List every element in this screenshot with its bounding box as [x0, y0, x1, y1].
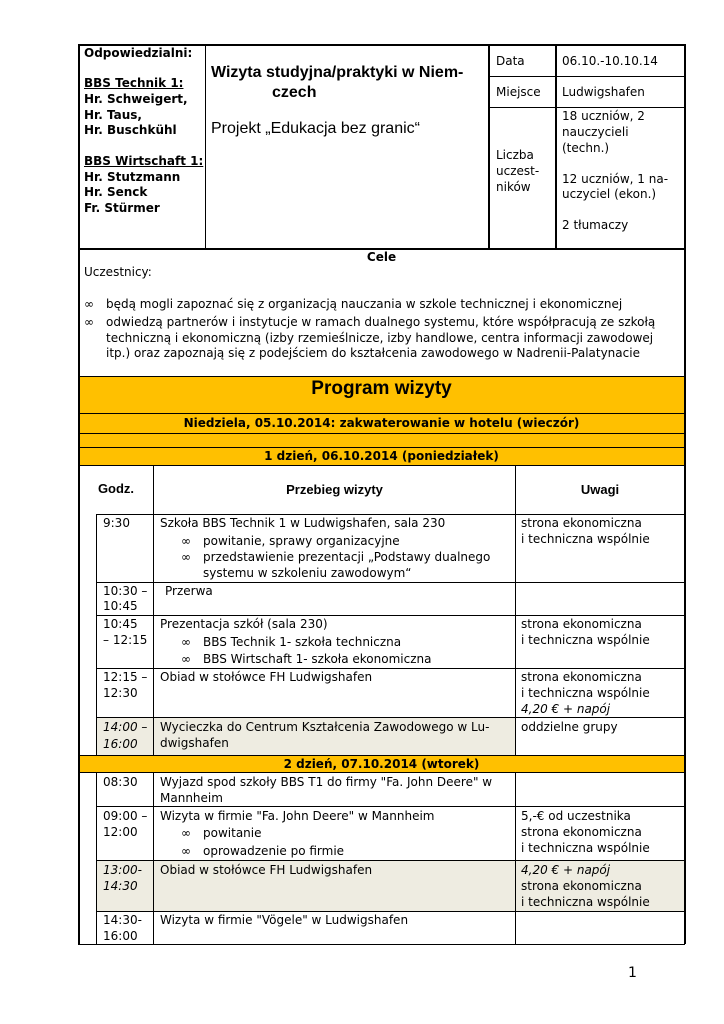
group2-title: BBS Wirtschaft 1:: [84, 154, 204, 168]
program-title: Program wizyty: [311, 378, 452, 399]
group2-member: Hr. Stutzmann: [84, 170, 181, 184]
row-note: i techniczna wspólnie: [521, 841, 650, 855]
participants-value: 2 tłumaczy: [562, 218, 629, 232]
participants-label: Liczba: [496, 148, 534, 162]
infinity-bullet-icon: ∞: [181, 635, 191, 649]
row-bullet: oprowadzenie po firmie: [203, 844, 345, 858]
row-note: i techniczna wspólnie: [521, 633, 650, 647]
row-time: 12:00: [103, 825, 138, 839]
row-note-price: 4,20 € + napój: [521, 702, 611, 716]
goal-item-cont: itp.) oraz zapoznają się z podejściem do kształcenia zawodowego w Nadrenii-Palatynacie: [106, 346, 640, 360]
doc-title: Wizyta studyjna/praktyki w Niem-: [211, 64, 464, 81]
row-note: oddzielne grupy: [521, 720, 618, 734]
col-time-header: Godz.: [97, 481, 135, 496]
row-time: 09:00 –: [103, 809, 148, 823]
date-label: Data: [496, 54, 525, 68]
infinity-bullet-icon: ∞: [84, 297, 94, 311]
row-note-price: 4,20 € + napój: [521, 863, 611, 877]
group1-member: Hr. Buschkühl: [84, 123, 177, 137]
participants-value: nauczycieli: [562, 125, 629, 139]
row-note: strona ekonomiczna: [521, 670, 642, 684]
row-course: Wizyta w firmie "Vögele" w Ludwigshafen: [160, 913, 409, 927]
goals-title: Cele: [366, 250, 397, 264]
responsible-title: Odpowiedzialni:: [84, 46, 193, 60]
row-note: strona ekonomiczna: [521, 516, 642, 530]
row-bullet: przedstawienie prezentacji „Podstawy dualnego: [203, 550, 491, 564]
infinity-bullet-icon: ∞: [181, 826, 191, 840]
row-course: Wycieczka do Centrum Kształcenia Zawodowego w Lu-: [160, 720, 490, 734]
row-time: 10:45: [103, 599, 138, 613]
infinity-bullet-icon: ∞: [181, 534, 191, 548]
doc-title-cont: czech: [272, 84, 317, 101]
row-note: strona ekonomiczna: [521, 825, 642, 839]
empty-band: [79, 433, 684, 447]
participants-value: (techn.): [562, 141, 610, 155]
day2-heading: 2 dzień, 07.10.2014 (wtorek): [283, 757, 480, 771]
row-time: 10:30 –: [103, 584, 148, 598]
infinity-bullet-icon: ∞: [181, 652, 191, 666]
participants-value: 12 uczniów, 1 na-: [562, 172, 669, 186]
row-course: Prezentacja szkół (sala 230): [160, 617, 328, 631]
row-time: 08:30: [103, 775, 138, 789]
group1-member: Hr. Taus,: [84, 108, 142, 122]
group1-title: BBS Technik 1:: [84, 76, 184, 90]
row-time: 10:45: [103, 617, 138, 631]
row-course: Przerwa: [165, 584, 213, 598]
infinity-bullet-icon: ∞: [84, 315, 94, 329]
row-course: Wyjazd spod szkoły BBS T1 do firmy "Fa. John Deere" w: [160, 775, 493, 789]
row-time: 16:00: [103, 929, 138, 943]
row-time: 14:30-: [103, 913, 142, 927]
row-note: 5,-€ od uczestnika: [521, 809, 631, 823]
col-course-header: Przebieg wizyty: [286, 482, 383, 497]
goal-item: będą mogli zapoznać się z organizacją nauczania w szkole technicznej i ekonomicznej: [106, 297, 623, 311]
row-note: strona ekonomiczna: [521, 879, 642, 893]
goal-item-cont: techniczną i ekonomiczną (izby rzemieślnicze, izby handlowe, centra informacji zawodowej: [106, 331, 654, 345]
page-number: 1: [628, 965, 637, 981]
participants-value: 18 uczniów, 2: [562, 109, 645, 123]
place-label: Miejsce: [496, 85, 541, 99]
goal-item: odwiedzą partnerów i instytucje w ramach dualnego systemu, które współpracują ze szkołą: [106, 315, 656, 329]
infinity-bullet-icon: ∞: [181, 844, 191, 858]
date-value: 06.10.-10.10.14: [562, 54, 658, 68]
row-course: Wizyta w firmie "Fa. John Deere" w Mannheim: [160, 809, 435, 823]
row-course: Obiad w stołówce FH Ludwigshafen: [160, 670, 373, 684]
row-time: 14:30: [103, 879, 138, 893]
participants-label: ników: [496, 180, 531, 194]
row-bullet-cont: systemu w szkoleniu zawodowym“: [203, 566, 412, 580]
place-value: Ludwigshafen: [562, 85, 645, 99]
infinity-bullet-icon: ∞: [181, 550, 191, 564]
row-bullet: BBS Technik 1- szkoła techniczna: [203, 635, 402, 649]
row-course-cont: dwigshafen: [160, 736, 229, 750]
day1-heading: 1 dzień, 06.10.2014 (poniedziałek): [264, 449, 499, 463]
row-course-cont: Mannheim: [160, 791, 223, 805]
row-note: i techniczna wspólnie: [521, 686, 650, 700]
row-time: 14:00 –: [103, 720, 148, 734]
participants-label: uczest-: [496, 164, 540, 178]
row-time: 9:30: [103, 516, 130, 530]
row-course: Obiad w stołówce FH Ludwigshafen: [160, 863, 373, 877]
group2-member: Fr. Stürmer: [84, 201, 160, 215]
project-name: Projekt „Edukacja bez granic“: [211, 120, 420, 137]
group1-member: Hr. Schweigert,: [84, 92, 188, 106]
col-notes-header: Uwagi: [580, 482, 620, 497]
row-bullet: BBS Wirtschaft 1- szkoła ekonomiczna: [203, 652, 432, 666]
row-time: 16:00: [103, 737, 138, 751]
goals-intro: Uczestnicy:: [84, 265, 152, 279]
row-bullet: powitanie: [203, 826, 262, 840]
row-bullet: powitanie, sprawy organizacyjne: [203, 534, 400, 548]
row-time: 13:00-: [103, 863, 142, 877]
sunday-note: Niedziela, 05.10.2014: zakwaterowanie w hotelu (wieczór): [183, 416, 580, 430]
row-course: Szkoła BBS Technik 1 w Ludwigshafen, sala 230: [160, 516, 446, 530]
row-note: strona ekonomiczna: [521, 617, 642, 631]
row-time: 12:30: [103, 686, 138, 700]
participants-value: uczyciel (ekon.): [562, 187, 657, 201]
group2-member: Hr. Senck: [84, 185, 148, 199]
row-note: i techniczna wspólnie: [521, 895, 650, 909]
row-time: 12:15 –: [103, 670, 148, 684]
row-time: – 12:15: [103, 633, 148, 647]
row-note: i techniczna wspólnie: [521, 532, 650, 546]
